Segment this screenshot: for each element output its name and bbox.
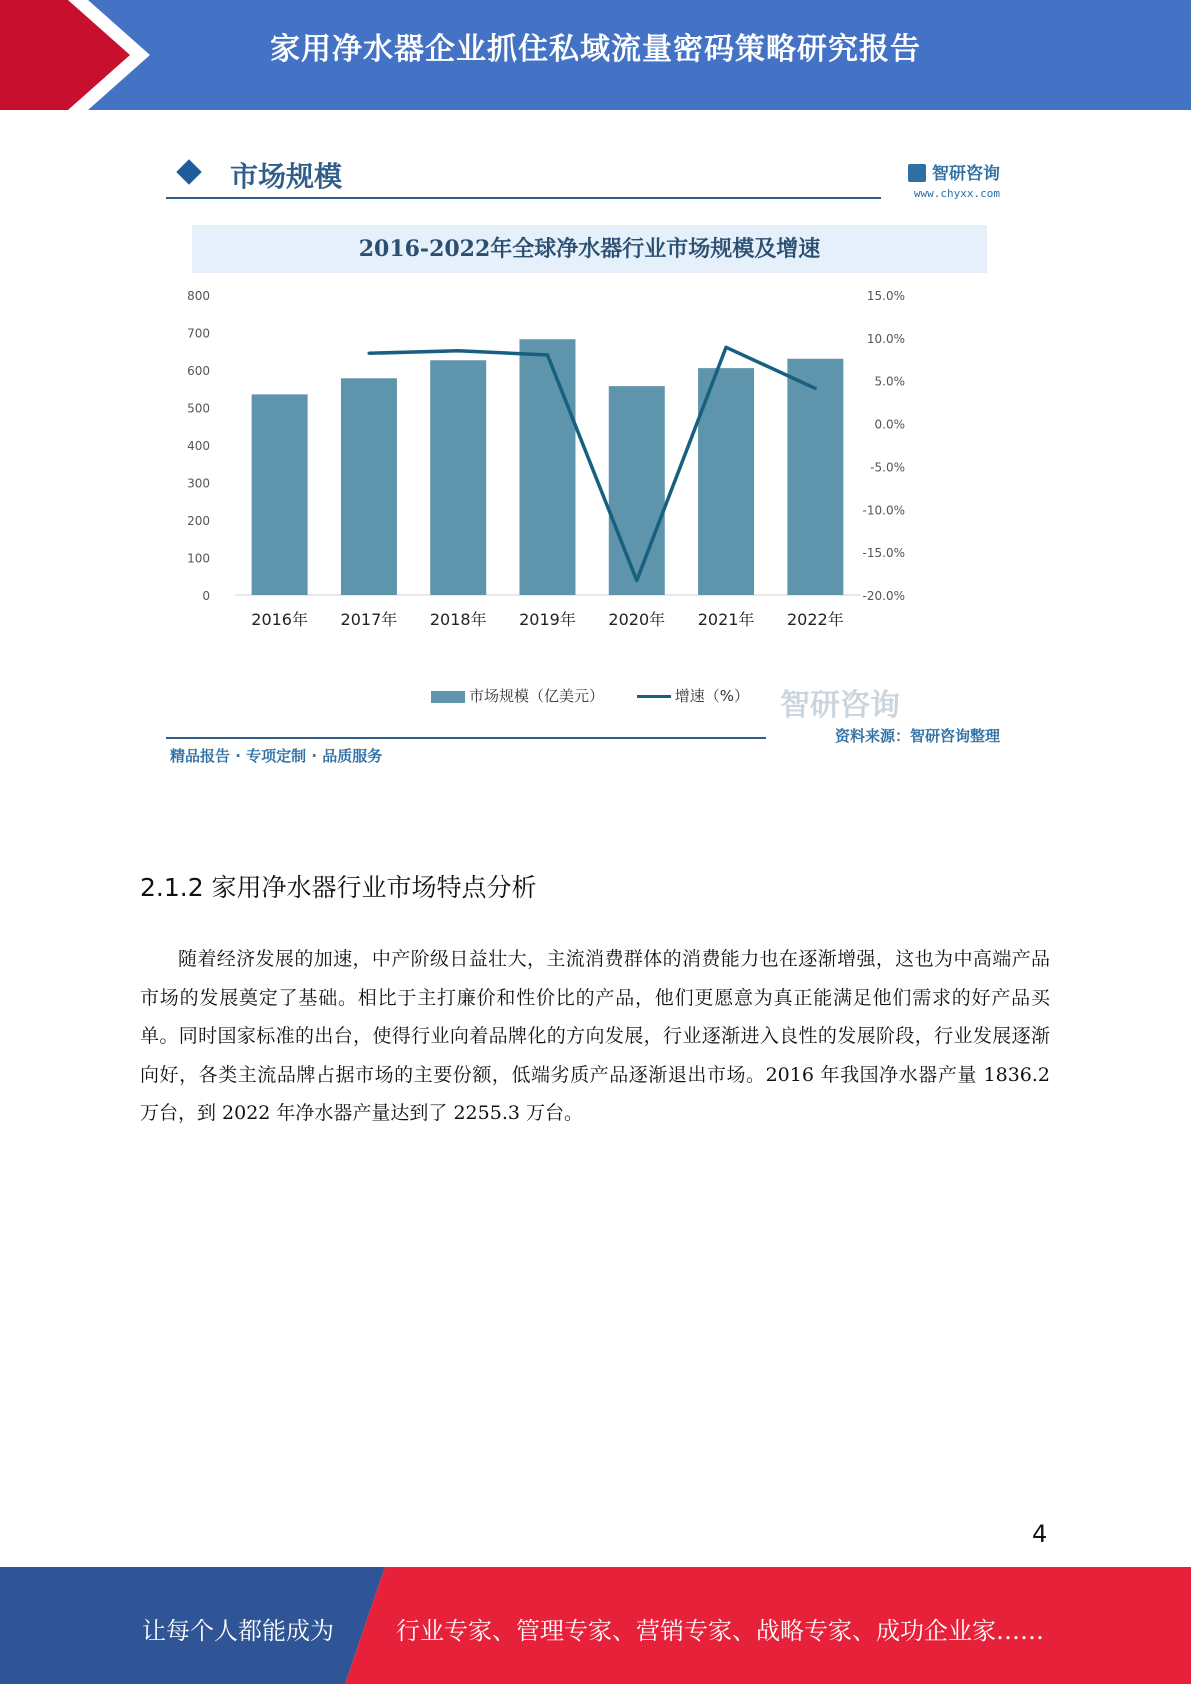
x-tick-label: 2016年 (251, 610, 309, 629)
chart-plot (160, 285, 1020, 685)
footer-slogan-left: 让每个人都能成为 (142, 1617, 334, 1645)
x-tick-label: 2022年 (786, 610, 844, 629)
y-right-tick-label: 10.0% (866, 331, 905, 346)
x-tick-label: 2019年 (519, 610, 576, 629)
bar (341, 378, 397, 595)
section-heading: 2.1.2 家用净水器行业市场特点分析 (140, 873, 537, 902)
watermark-logo: 智研咨询 (780, 688, 900, 723)
logo-text: 智研咨询 (932, 164, 1000, 184)
bar (252, 394, 308, 595)
legend-label-line: 增速（%） (674, 687, 750, 705)
figure-section-title: 市场规模 (230, 160, 343, 193)
x-tick-label: 2021年 (697, 610, 755, 629)
footer-slogan-right: 行业专家、管理专家、营销专家、战略专家、成功企业家…… (396, 1617, 1044, 1645)
x-tick-label: 2018年 (429, 610, 487, 629)
figure-slogan: 精品报告 · 专项定制 · 品质服务 (170, 747, 383, 765)
brand-logo (908, 159, 1000, 184)
line-point (635, 579, 638, 582)
x-tick-label: 2020年 (608, 610, 666, 629)
y-right-tick-label: -10.0% (862, 503, 905, 518)
y-right-tick-label: 0.0% (874, 417, 905, 432)
y-left-tick-label: 600 (187, 364, 210, 378)
diamond-icon (176, 159, 201, 184)
chevron-right-icon (0, 0, 160, 110)
y-left-tick-label: 700 (187, 326, 210, 341)
bar (609, 386, 665, 595)
data-source: 资料来源：智研咨询整理 (834, 727, 1000, 745)
divider (166, 737, 766, 739)
x-tick-label: 2017年 (340, 610, 398, 629)
line-point (814, 387, 817, 390)
y-right-tick-label: -5.0% (870, 460, 905, 475)
bar (430, 360, 486, 595)
line-point (546, 354, 549, 357)
line-point (367, 352, 370, 355)
body-paragraph: 随着经济发展的加速，中产阶级日益壮大，主流消费群体的消费能力也在逐渐增强，这也为中高端产品市场的发展奠定了基础。相比于主打廉价和性价比的产品，他们更愿意为真正能满足他们需求的好产品买单。同时国家标准的出台，使得行业向着品牌化的方向发展，行业逐渐进入良性的发展阶段，行业发展逐渐向好，各类主流品牌占据市场的主要份额，低端劣质产品逐渐退出市场。2016 年我国净水器产量 1836.2 万台，到 2022 年净水器产量达到了 2255.3 万台。 (140, 948, 1050, 1124)
y-left-tick-label: 200 (187, 514, 210, 528)
y-left-tick-label: 500 (187, 401, 210, 416)
y-right-tick-label: 5.0% (874, 374, 905, 389)
logo-icon (908, 164, 926, 182)
y-left-tick-label: 0 (202, 589, 210, 603)
line-point (725, 346, 728, 349)
y-left-tick-label: 400 (187, 439, 210, 453)
y-right-tick-label: -15.0% (862, 546, 905, 561)
document-title: 家用净水器企业抓住私域流量密码策略研究报告 (270, 32, 921, 67)
page-number: 4 (1032, 1520, 1048, 1548)
y-left-tick-label: 800 (187, 289, 210, 303)
chart-figure (160, 145, 1020, 770)
divider (166, 197, 881, 199)
bar (520, 339, 576, 595)
chart-title: 2016-2022年全球净水器行业市场规模及增速 (192, 225, 987, 273)
y-right-tick-label: 15.0% (866, 289, 905, 303)
legend-swatch-bar (431, 691, 465, 703)
legend-swatch-line (637, 695, 671, 698)
y-right-tick-label: -20.0% (862, 589, 905, 603)
y-left-tick-label: 300 (187, 476, 210, 491)
legend-label-bar: 市场规模（亿美元） (468, 687, 604, 705)
line-point (457, 349, 460, 352)
y-left-tick-label: 100 (187, 551, 210, 566)
header-banner (0, 0, 1191, 110)
figure-url: www.chyxx.com (913, 187, 1000, 200)
bar (787, 359, 843, 595)
